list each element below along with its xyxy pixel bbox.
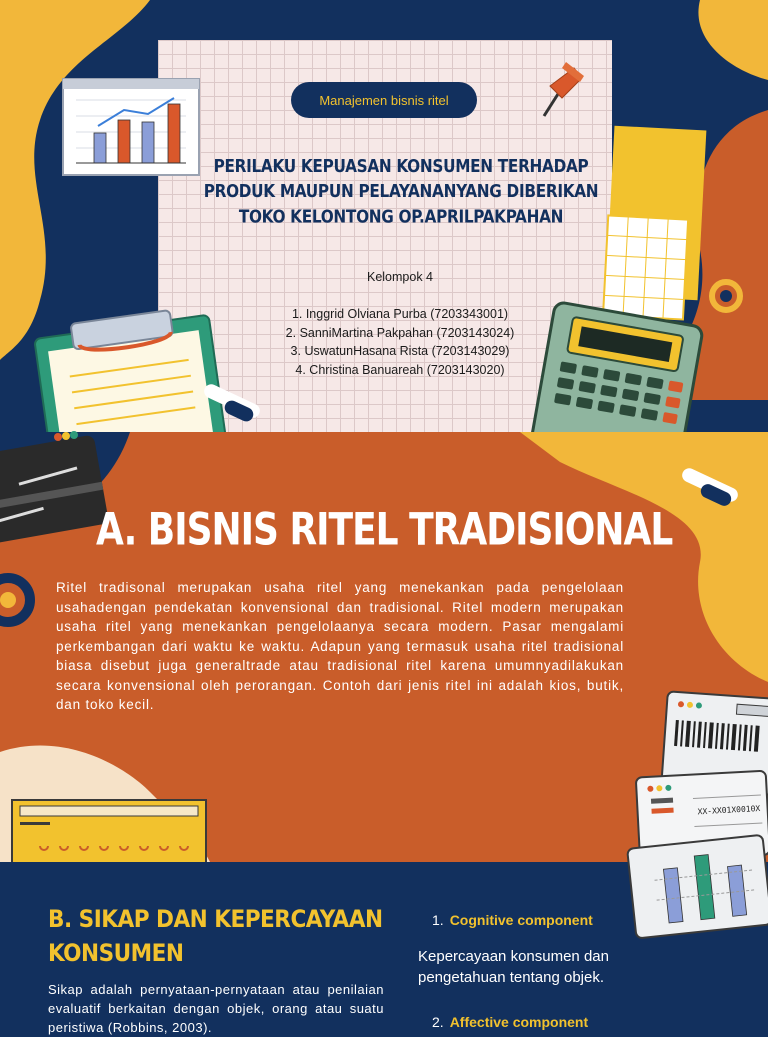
member-item: 1. Inggrid Olviana Purba (7203343001) [291,307,509,321]
presentation-title: PERILAKU KEPUASAN KONSUMEN TERHADAP PRODUK MAUPUN PELAYANANYANG DIBERIKAN TOKO KELONTONG OP.APRILPAKPAHAN [203,156,599,228]
component-label-1 [432,912,593,928]
push-pin-icon [532,56,588,126]
course-label-pill [291,82,477,118]
calculator-icon [520,306,696,432]
section-b-title: B. SIKAP DAN KEPERCAYAAN KONSUMEN [48,905,383,967]
section-a-title: A. BISNIS RITEL TRADISIONAL [96,504,673,556]
member-item: 3. UswatunHasana Rista (7203143029) [290,344,510,358]
component-number: 2. [432,1014,444,1030]
component-label-2 [432,1014,588,1030]
group-label: Kelompok 4 [366,270,433,284]
course-label: Manajemen bisnis ritel [319,92,449,108]
attitude-slide [0,862,768,1035]
section-a-paragraph: Ritel tradisonal merupakan usaha ritel yang menekankan pada pengelolaan usahadengan pendekatan konvensional dan tradisional. Ritel modern merupakan usaha ritel yang menekankan pengelolaanya secara modern. Pasar mengalami perkembangan dari waktu ke waktu. Adapun yang termasuk usaha ritel tradisional biasa disebut juga generaltrade atau tradisional ritel karena umumnyadilakukan secara konvensional oleh perorangan. Contoh dari jenis ritel ini adalah kios, butik, dan toko kecil. [56,580,624,712]
component-title: Affective component [449,1014,589,1030]
bar-chart-card-icon [626,862,768,940]
barcode-code: XX-XX01X0010X [697,804,761,817]
receipt-icon [10,798,210,862]
clipboard-icon [32,308,232,432]
member-item: 2. SanniMartina Pakpahan (7203143024) [285,325,515,340]
component-number: 1. [432,912,444,928]
bar-chart-sheet-icon [62,78,200,176]
retail-slide [0,432,768,862]
section-b-paragraph: Sikap adalah pernyataan-pernyataan atau penilaian evaluatif berkaitan dengan objek, orang atau suatu peristiwa (Robbins, 2003). [48,982,384,1035]
component-description-1: Kepercayaan konsumen dan pengetahuan tentang objek. [418,948,609,986]
component-title: Cognitive component [449,912,593,928]
member-item: 4. Christina Banuareah (7203143020) [295,362,505,377]
credit-card-icon [0,432,110,542]
title-slide [0,0,768,432]
